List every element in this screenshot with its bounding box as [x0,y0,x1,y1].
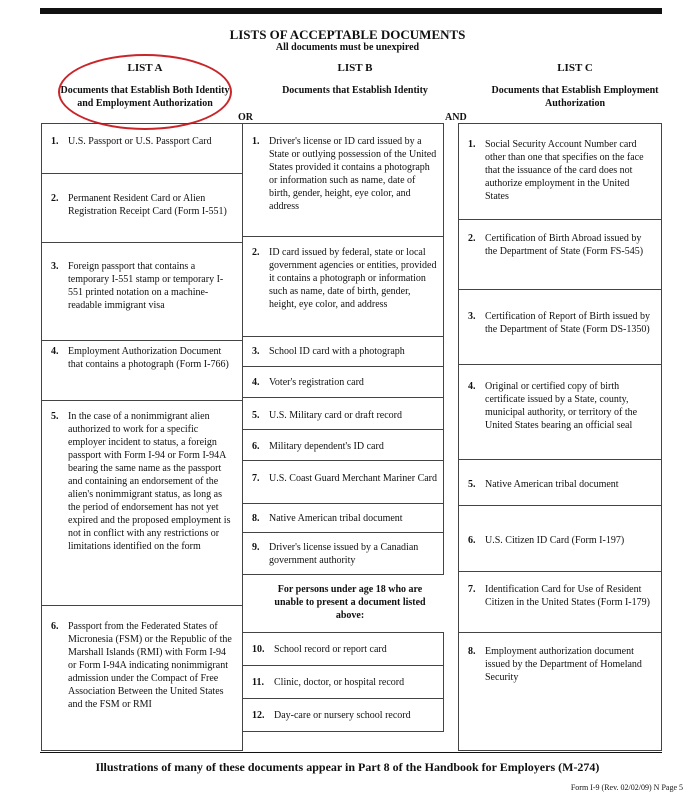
item-text: Voter's registration card [269,377,364,388]
item-text: Clinic, doctor, or hospital record [274,677,405,688]
item-text: U.S. Citizen ID Card (Form I-197) [485,535,625,546]
item-number: 1. [468,139,476,150]
list-c-header [480,62,670,110]
list-b-description: Documents that Establish Identity [282,85,428,96]
item-text: Social Security Account Number card other than one that specifies on the face that the issuance of the card does not authorize employment in the United States [485,139,644,202]
list-c-label: LIST C [557,62,593,74]
item-text: School ID card with a photograph [269,346,405,357]
item-text: School record or report card [274,644,387,655]
item-text: Permanent Resident Card or Alien Registration Receipt Card (Form I-551) [68,193,227,217]
list-b-item [242,665,444,699]
item-number: 4. [468,381,476,392]
item-text: Certification of Report of Birth issued by the Department of State (Form DS-1350) [485,311,650,335]
item-number: 1. [252,136,260,147]
list-a-item [41,242,243,341]
list-b-header [275,62,435,97]
list-b-item [242,460,444,504]
list-c-item [458,505,662,572]
list-c-item [458,459,662,506]
list-c-item [458,632,662,751]
item-text: Day-care or nursery school record [274,710,411,721]
item-number: 9. [252,542,260,553]
item-text: Original or certified copy of birth certificate issued by a State, county, municipal authority, or territory of the United States bearing an official seal [485,381,638,431]
list-a-label: LIST A [127,62,163,74]
item-number: 5. [468,479,476,490]
footer-note: Illustrations of many of these documents appear in Part 8 of the Handbook for Employers (M-274) [95,760,600,774]
item-number: 6. [51,621,59,632]
item-number: 2. [51,193,59,204]
item-number: 6. [252,441,260,452]
item-text: Driver's license or ID card issued by a State or outlying possession of the United States provided it contains a photograph or information such as name, date of birth, gender, height, eye color, and address [269,136,437,212]
item-text: Driver's license issued by a Canadian government authority [269,542,419,566]
item-number: 3. [468,311,476,322]
item-number: 12. [252,710,265,721]
item-number: 3. [51,261,59,272]
item-number: 8. [252,513,260,524]
item-number: 1. [51,136,59,147]
item-text: Foreign passport that contains a temporary I-551 stamp or temporary I-551 printed notation on a machine-readable immigrant visa [68,261,224,311]
item-text: Native American tribal document [269,513,403,524]
item-text: Employment authorization document issued by the Department of Homeland Security [485,646,642,683]
or-conjunction: OR [238,112,253,123]
list-b-item [242,503,444,533]
list-c-item [458,289,662,365]
list-b-item [242,698,444,732]
footer-rule [40,752,662,753]
top-rule [40,8,662,14]
list-a-description: Documents that Establish Both Identity and Employment Authorization [60,85,230,109]
item-text: Native American tribal document [485,479,619,490]
item-number: 8. [468,646,476,657]
minor-heading: For persons under age 18 who are unable to present a document listed above: [274,584,426,621]
form-reference: Form I-9 (Rev. 02/02/09) N Page 5 [570,783,683,792]
item-number: 4. [51,346,59,357]
item-number: 10. [252,644,265,655]
item-number: 6. [468,535,476,546]
item-text: Certification of Birth Abroad issued by the Department of State (Form FS-545) [485,233,644,257]
list-a-item [41,340,243,401]
list-c-item [458,123,662,220]
item-number: 2. [468,233,476,244]
list-c-item [458,364,662,460]
list-b-label: LIST B [337,62,373,74]
item-text: Military dependent's ID card [269,441,384,452]
item-text: Identification Card for Use of Resident Citizen in the United States (Form I-179) [485,584,650,608]
item-text: ID card issued by federal, state or local government agencies or entities, provided it contains a photograph or information such as name, date of birth, gender, height, eye color, and address [269,247,437,310]
item-text: U.S. Coast Guard Merchant Mariner Card [269,473,438,484]
item-number: 11. [252,677,264,688]
list-a-item [41,605,243,751]
list-a-item [41,123,243,174]
list-a-item [41,173,243,243]
page-title: LISTS OF ACCEPTABLE DOCUMENTS [229,27,466,42]
item-text: U.S. Passport or U.S. Passport Card [68,136,212,147]
item-number: 7. [468,584,476,595]
item-number: 3. [252,346,260,357]
list-c-item [458,219,662,290]
item-text: U.S. Military card or draft record [269,410,403,421]
and-conjunction: AND [445,112,467,123]
item-text: Employment Authorization Document that contains a photograph (Form I-766) [68,346,229,370]
list-a-item [41,400,243,606]
list-b-item [242,366,444,398]
list-b-item [242,632,444,666]
list-c-description: Documents that Establish Employment Authorization [491,85,659,109]
item-number: 7. [252,473,260,484]
list-b-item [242,532,444,575]
list-b-item [242,429,444,461]
highlight-circle [58,54,232,130]
list-c-item [458,571,662,633]
list-b-item [242,336,444,367]
item-number: 2. [252,247,260,258]
page-subtitle: All documents must be unexpired [275,42,420,53]
list-b-item [242,236,444,337]
item-number: 5. [51,411,59,422]
list-b-item [242,123,444,237]
item-number: 4. [252,377,260,388]
list-b-item [242,397,444,430]
item-number: 5. [252,410,260,421]
item-text: In the case of a nonimmigrant alien authorized to work for a specific employer incident to status, a foreign passport with Form I-94 or Form I-94A bearing the same name as the passport and containing an endorsement of the alien's nonimmigrant status, as long as the period of endorsement has not yet expired and the proposed employment is not in conflict with any restrictions or limitations identified on the form [68,411,231,552]
item-text: Passport from the Federated States of Micronesia (FSM) or the Republic of the Marshall Islands (RMI) with Form I-94 or Form I-94A indicating nonimmigrant admission under the Compact of Free Association Between the United States and the FSM or RMI [68,621,232,710]
